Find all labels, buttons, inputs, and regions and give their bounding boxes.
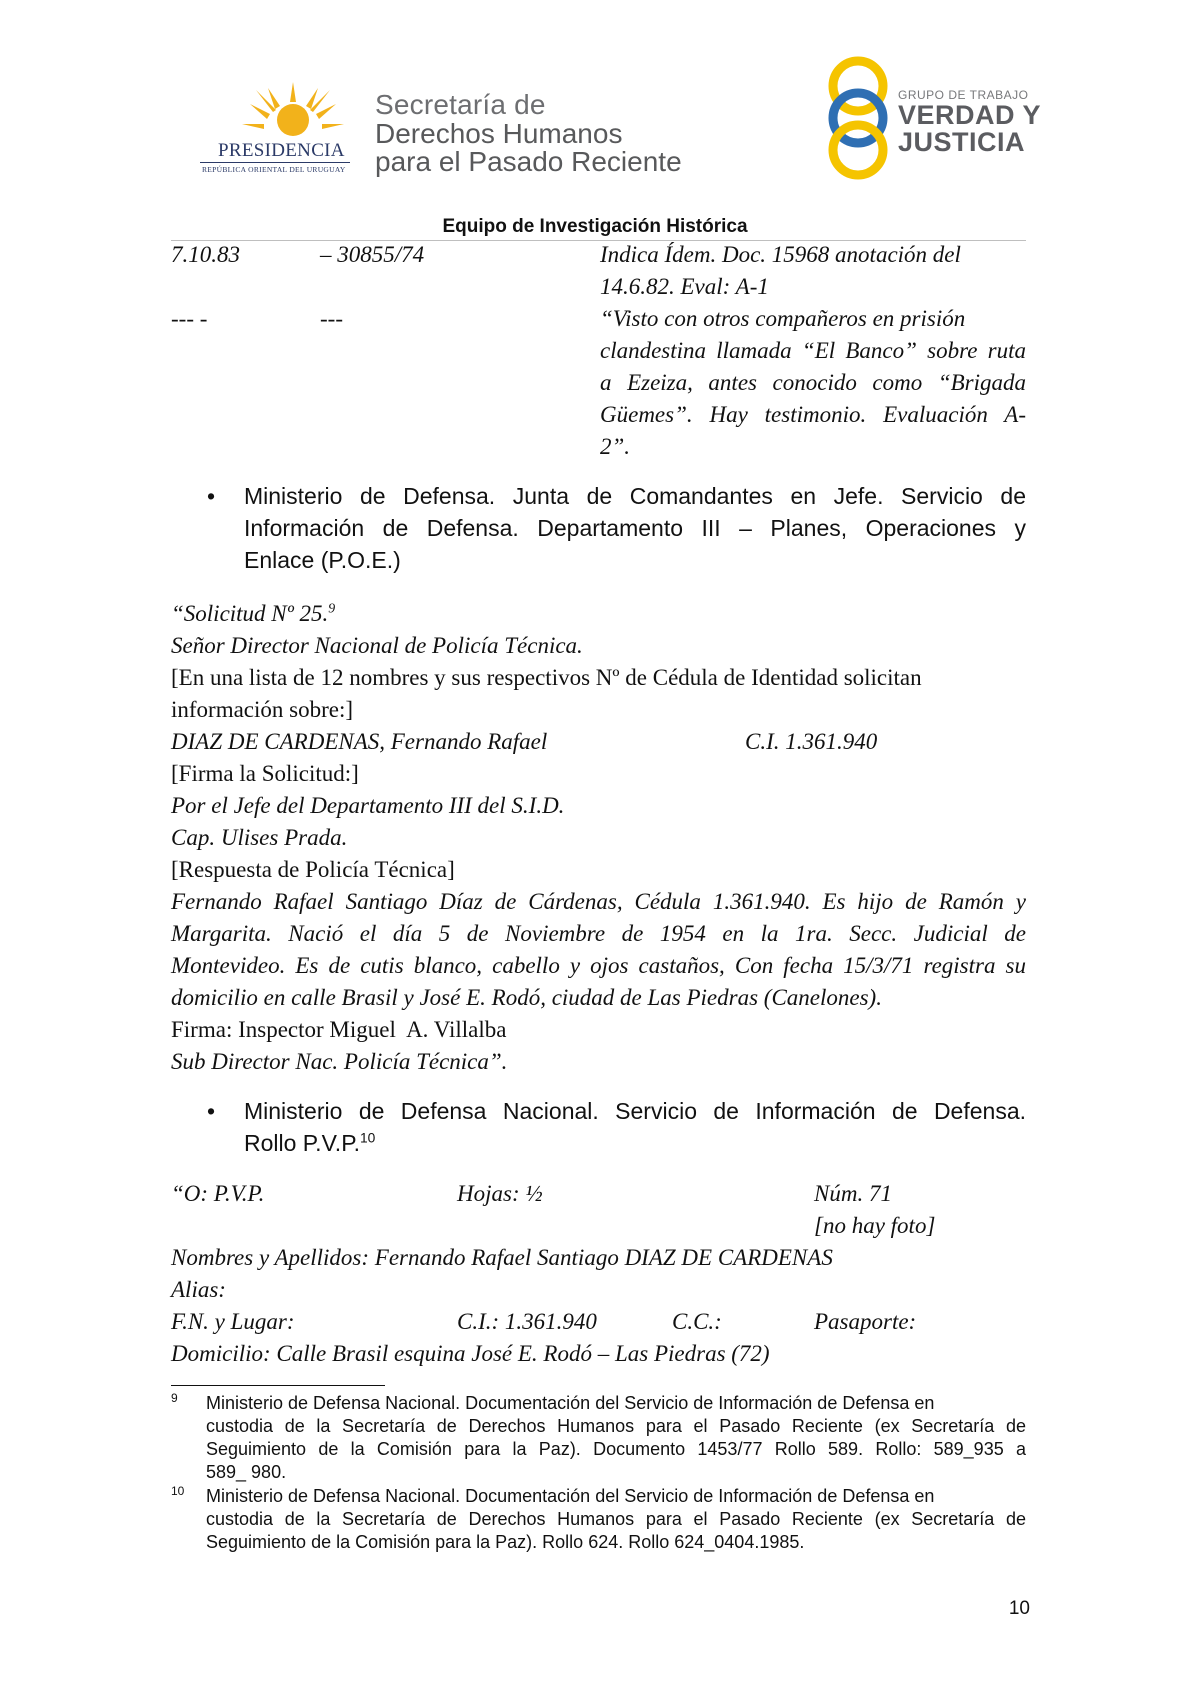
pvp-foto: [no hay foto] <box>814 1213 936 1238</box>
row2-desc-3: a Ezeiza, antes conocido como “Brigada <box>600 370 1026 395</box>
pvp-cc: C.C.: <box>672 1309 722 1334</box>
footnote-9-line2: custodia de la Secretaría de Derechos Humanos para el Pasado Reciente (ex Secretaría de <box>206 1416 1026 1436</box>
row2-desc-5: 2”. <box>600 434 631 459</box>
bullet2-line2 <box>244 1127 375 1159</box>
row1-desc-2: 14.6.82. Eval: A-1 <box>600 274 769 299</box>
solicitud-line-8: Cap. Ulises Prada. <box>171 825 348 850</box>
bullet2-line2-text: Rollo P.V.P. <box>244 1130 360 1156</box>
respuesta-line-4: domicilio en calle Brasil y José E. Rodó, ciudad de Las Piedras (Canelones). <box>171 985 882 1010</box>
verdad-justicia-logo <box>822 56 1042 182</box>
pvp-nombres: Nombres y Apellidos: Fernando Rafael Santiago DIAZ DE CARDENAS <box>171 1245 833 1270</box>
secretaria-line1: Secretaría de <box>375 89 546 120</box>
team-title: Equipo de Investigación Histórica <box>442 216 748 237</box>
footnote-9-line3: Seguimiento de la Comisión para la Paz). Documento 1453/77 Rollo 589. Rollo: 589_935 a <box>206 1439 1026 1459</box>
row1-doc: – 30855/74 <box>320 242 425 267</box>
pvp-num: Núm. 71 <box>814 1181 892 1206</box>
footnote-ref-9[interactable]: 9 <box>328 600 336 616</box>
footnote-9-line1: Ministerio de Defensa Nacional. Documentación del Servicio de Información de Defensa en <box>206 1393 935 1413</box>
solicitud-title <box>171 598 335 630</box>
solicitud-title-text: “Solicitud Nº 25. <box>171 601 329 626</box>
footnote-10-line2: custodia de la Secretaría de Derechos Humanos para el Pasado Reciente (ex Secretaría de <box>206 1509 1026 1529</box>
footnote-10-line3: Seguimiento de la Comisión para la Paz). Rollo 624. Rollo 624_0404.1985. <box>206 1532 805 1552</box>
row2-date: --- - <box>171 306 208 331</box>
firma-line: Firma: Inspector Miguel A. Villalba <box>171 1017 507 1042</box>
bullet-dot: • <box>207 483 216 509</box>
footnote-10-line1: Ministerio de Defensa Nacional. Documentación del Servicio de Información de Defensa en <box>206 1486 935 1506</box>
presidencia-label: PRESIDENCIA <box>218 140 345 161</box>
pvp-ci: C.I.: 1.361.940 <box>457 1309 597 1334</box>
footnote-separator <box>171 1385 385 1386</box>
footnote-9-line4: 589_ 980. <box>206 1462 287 1482</box>
solicitud-line-6: [Firma la Solicitud:] <box>171 761 359 786</box>
bullet2-line1: Ministerio de Defensa Nacional. Servicio de Información de Defensa. <box>244 1098 1026 1124</box>
bullet1-line2: Información de Defensa. Departamento III – Planes, Operaciones y <box>244 515 1026 541</box>
row2-doc: --- <box>320 306 343 331</box>
pvp-domicilio: Domicilio: Calle Brasil esquina José E. Rodó – Las Piedras (72) <box>171 1341 770 1366</box>
respuesta-line-1: Fernando Rafael Santiago Díaz de Cárdenas, Cédula 1.361.940. Es hijo de Ramón y <box>171 889 1026 914</box>
respuesta-line-2: Margarita. Nació el día 5 de Noviembre de 1954 en la 1ra. Secc. Judicial de <box>171 921 1026 946</box>
row2-desc-2: clandestina llamada “El Banco” sobre ruta <box>600 338 1026 363</box>
footnote-ref-10[interactable]: 10 <box>359 1130 376 1146</box>
grupo-small-label: GRUPO DE TRABAJO <box>898 88 1029 102</box>
solicitud-name: DIAZ DE CARDENAS, Fernando Rafael <box>171 729 548 754</box>
pvp-pasaporte: Pasaporte: <box>814 1309 917 1334</box>
solicitud-ci: C.I. 1.361.940 <box>745 729 878 754</box>
row2-desc-4: Güemes”. Hay testimonio. Evaluación A- <box>600 402 1026 427</box>
pvp-hojas: Hojas: ½ <box>457 1181 543 1206</box>
bullet1-line3: Enlace (P.O.E.) <box>244 547 401 573</box>
solicitud-line-2: Señor Director Nacional de Policía Técnica. <box>171 633 583 658</box>
grupo-line1: VERDAD Y <box>898 100 1042 130</box>
pvp-alias: Alias: <box>171 1277 226 1302</box>
grupo-line2: JUSTICIA <box>898 127 1026 157</box>
solicitud-line-7: Por el Jefe del Departamento III del S.I.D. <box>171 793 565 818</box>
secretaria-line2: Derechos Humanos <box>375 118 623 149</box>
respuesta-line-3: Montevideo. Es de cutis blanco, cabello y ojos castaños, Con fecha 15/3/71 registra su <box>171 953 1026 978</box>
footnote-10-number: 10 <box>171 1484 185 1498</box>
solicitud-line-9: [Respuesta de Policía Técnica] <box>171 857 455 882</box>
republica-label: REPÚBLICA ORIENTAL DEL URUGUAY <box>202 165 346 174</box>
footnote-9-number: 9 <box>171 1391 178 1405</box>
pvp-fn-lugar: F.N. y Lugar: <box>171 1309 295 1334</box>
row1-desc-1: Indica Ídem. Doc. 15968 anotación del <box>600 242 961 267</box>
presidencia-rule <box>200 162 350 163</box>
solicitud-line-3: [En una lista de 12 nombres y sus respectivos Nº de Cédula de Identidad solicitan <box>171 665 922 690</box>
secretaria-line3: para el Pasado Reciente <box>375 146 682 177</box>
bullet-dot: • <box>207 1098 216 1124</box>
sub-director-line: Sub Director Nac. Policía Técnica”. <box>171 1049 508 1074</box>
rings-icon <box>822 56 894 180</box>
page-number: 10 <box>1008 1598 1030 1619</box>
solicitud-line-4: información sobre:] <box>171 697 354 722</box>
row1-date: 7.10.83 <box>171 242 240 267</box>
presidencia-logo <box>190 80 350 180</box>
bullet1-line1: Ministerio de Defensa. Junta de Comandantes en Jefe. Servicio de <box>244 483 1026 509</box>
pvp-o: “O: P.V.P. <box>171 1181 265 1206</box>
secretaria-logo-text <box>375 90 705 176</box>
row2-desc-1: “Visto con otros compañeros en prisión <box>600 306 966 331</box>
